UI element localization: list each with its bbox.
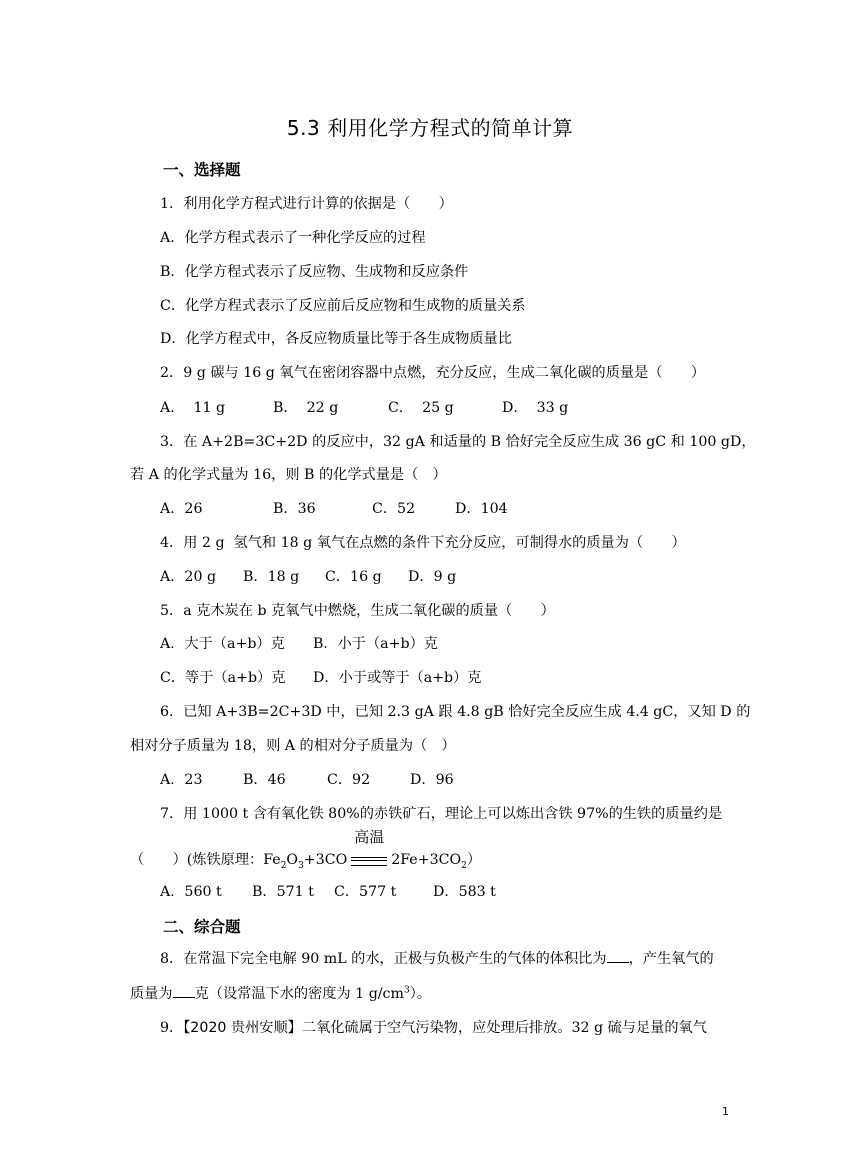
question-8-text: ，产生氧气的 — [628, 951, 714, 967]
question-3-option-d: D．104 — [455, 501, 508, 517]
question-3-option-c: C．52 — [372, 501, 416, 517]
question-2-stem: 2．9 g 碳与 16 g 氧气在密闭容器中点燃，充分反应，生成二氧化碳的质量是（ ） — [160, 365, 706, 381]
question-1-stem: 1．利用化学方程式进行计算的依据是（ ） — [160, 196, 453, 212]
section-heading-comprehensive: 二、综合题 — [163, 918, 241, 936]
question-2-option-b: B． 22 g — [273, 400, 339, 416]
products: 2Fe+3CO — [391, 852, 462, 868]
question-1-option-c: C．化学方程式表示了反应前后反应物和生成物的质量关系 — [160, 298, 526, 314]
question-6-option-c: C．92 — [327, 772, 371, 788]
question-9-number: 9． — [160, 1020, 184, 1036]
question-9-source-tag: 【2020 贵州安顺】 — [183, 1020, 302, 1036]
close-paren: ） — [466, 852, 482, 868]
question-7-option-d: D．583 t — [433, 884, 496, 900]
reaction-condition — [347, 828, 391, 868]
question-6-stem-cont: 相对分子质量为 18，则 A 的相对分子质量为（ ） — [130, 738, 456, 754]
question-2-option-c: C． 25 g — [388, 400, 454, 416]
question-5-option-a: A．大于（a+b）克 — [160, 636, 285, 652]
question-7-stem: 7．用 1000 t 含有氧化铁 80%的赤铁矿石，理论上可以炼出含铁 97%的生铁的质量约是 — [160, 806, 723, 822]
question-4-stem: 4．用 2 g 氢气和 18 g 氧气在点燃的条件下充分反应，可制得水的质量为（ ） — [160, 535, 686, 551]
question-6-option-d: D．96 — [410, 772, 454, 788]
question-5-option-b: B．小于（a+b）克 — [313, 636, 438, 652]
superscript: 3 — [403, 985, 410, 996]
answer-blank[interactable] — [173, 985, 195, 998]
question-9-line-1 — [160, 1017, 707, 1037]
question-4-option-a: A．20 g — [160, 569, 217, 585]
question-6-stem: 6．已知 A+3B=2C+3D 中，已知 2.3 gA 跟 4.8 gB 恰好完全反应生成 4.4 gC，又知 D 的 — [160, 704, 751, 720]
question-3-stem: 3．在 A+2B=3C+2D 的反应中，32 gA 和适量的 B 恰好完全反应生成 36 gC 和 100 gD， — [160, 434, 756, 450]
question-2-option-d: D． 33 g — [502, 400, 569, 416]
page-number: 1 — [722, 1105, 729, 1118]
question-1-option-d: D．化学方程式中，各反应物质量比等于各生成物质量比 — [160, 331, 512, 347]
subscript: 3 — [298, 860, 304, 871]
question-1-option-a: A．化学方程式表示了一种化学反应的过程 — [160, 230, 426, 246]
question-7-option-c: C．577 t — [334, 884, 397, 900]
answer-blank[interactable] — [607, 950, 629, 963]
question-8-text: 克（设常温下水的密度为 1 g/cm — [194, 986, 404, 1002]
question-3-option-b: B．36 — [273, 501, 316, 517]
equals-sign — [351, 857, 387, 866]
question-5-option-c: C．等于（a+b）克 — [160, 670, 286, 686]
question-6-option-b: B．46 — [243, 772, 286, 788]
question-3-option-a: A．26 — [160, 501, 203, 517]
question-7-equation-line — [130, 828, 482, 871]
subscript: 2 — [280, 860, 287, 871]
question-7-prefix: （ ）(炼铁原理：Fe — [130, 852, 281, 868]
question-8-line-2 — [130, 983, 431, 1003]
page-title: 5.3 利用化学方程式的简单计算 — [286, 116, 574, 140]
question-8-text: ）。 — [409, 986, 431, 1002]
question-2-option-a: A． 11 g — [160, 400, 226, 416]
question-9-text: 二氧化硫属于空气污染物，应处理后排放。32 g 硫与足量的氧气 — [301, 1020, 707, 1036]
question-3-stem-cont: 若 A 的化学式量为 16，则 B 的化学式量是（ ） — [130, 467, 447, 483]
question-6-option-a: A．23 — [160, 772, 203, 788]
question-4-option-b: B．18 g — [243, 569, 300, 585]
question-5-stem: 5．a 克木炭在 b 克氧气中燃烧，生成二氧化碳的质量（ ） — [160, 603, 555, 619]
question-7-option-b: B．571 t — [252, 884, 314, 900]
co-reactant: +3CO — [303, 852, 348, 868]
question-1-option-b: B．化学方程式表示了反应物、生成物和反应条件 — [160, 264, 469, 280]
question-5-option-d: D．小于或等于（a+b）克 — [313, 670, 482, 686]
oxygen-symbol: O — [286, 852, 299, 868]
section-heading-choice: 一、选择题 — [163, 161, 241, 179]
question-8-text: 质量为 — [130, 986, 173, 1002]
question-4-option-c: C．16 g — [325, 569, 382, 585]
condition-high-temperature: 高温 — [354, 828, 385, 846]
subscript: 2 — [461, 860, 467, 871]
question-8-line-1 — [160, 948, 714, 968]
question-4-option-d: D．9 g — [408, 569, 457, 585]
question-8-text: 8．在常温下完全电解 90 mL 的水，正极与负极产生的气体的体积比为 — [160, 951, 607, 967]
question-7-option-a: A．560 t — [160, 884, 222, 900]
